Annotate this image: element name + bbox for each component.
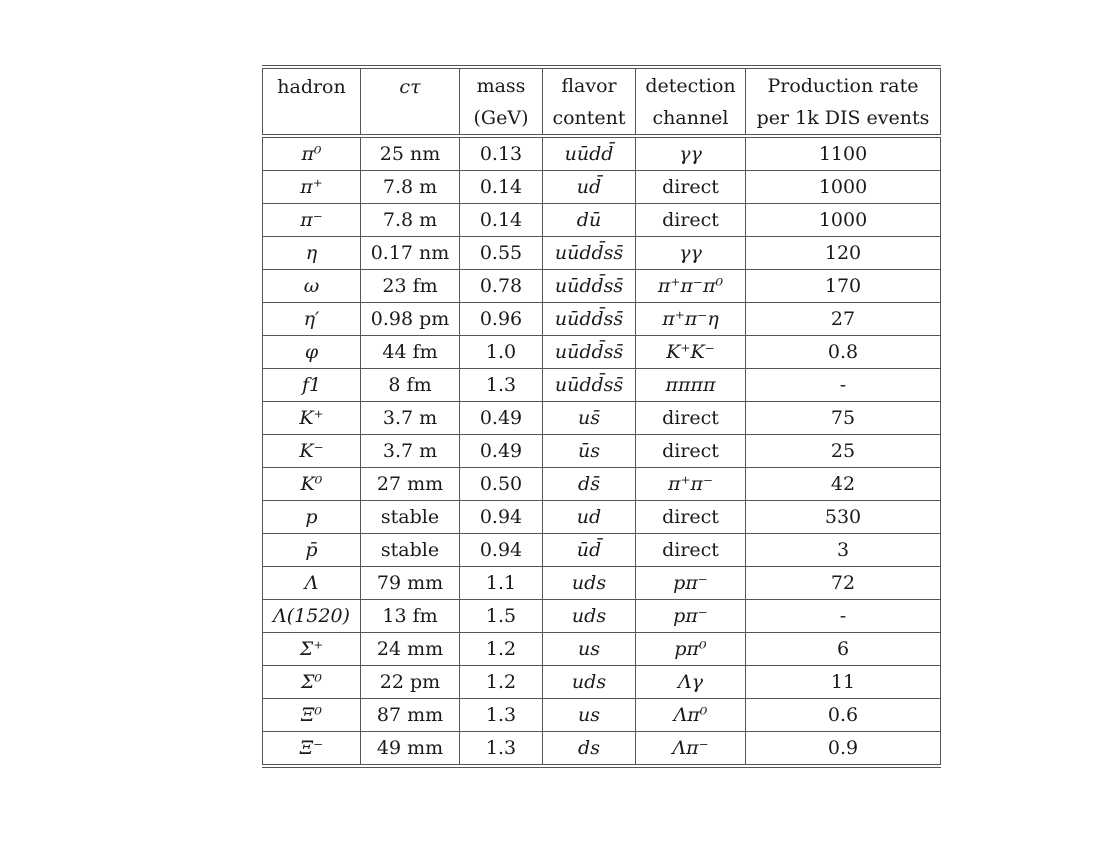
channel-cell: γγ bbox=[636, 136, 746, 171]
flavor-cell: dū bbox=[543, 204, 636, 237]
header-detection-line1: detection bbox=[645, 74, 736, 97]
header-rate-line1: Production rate bbox=[767, 74, 919, 97]
ctau-cell: 3.7 m bbox=[361, 402, 460, 435]
channel-cell: direct bbox=[636, 171, 746, 204]
table-row bbox=[263, 534, 941, 567]
rate-cell: 120 bbox=[746, 237, 941, 270]
hadron-cell: Ξ⁻ bbox=[263, 732, 361, 767]
mass-cell: 0.14 bbox=[460, 171, 543, 204]
mass-cell: 0.49 bbox=[460, 435, 543, 468]
hadron-cell: φ bbox=[263, 336, 361, 369]
header-detection-line2: channel bbox=[652, 106, 729, 129]
table-row bbox=[263, 336, 941, 369]
flavor-cell: uūdd̄ bbox=[543, 136, 636, 171]
mass-cell: 1.0 bbox=[460, 336, 543, 369]
flavor-cell: ud̄ bbox=[543, 171, 636, 204]
hadron-cell: K⁰ bbox=[263, 468, 361, 501]
flavor-cell: us bbox=[543, 699, 636, 732]
mass-cell: 1.2 bbox=[460, 633, 543, 666]
rate-cell: 170 bbox=[746, 270, 941, 303]
hadron-cell: Λ(1520) bbox=[263, 600, 361, 633]
ctau-cell: 23 fm bbox=[361, 270, 460, 303]
header-mass-line2: (GeV) bbox=[473, 106, 529, 129]
hadron-cell: Λ bbox=[263, 567, 361, 600]
table-body bbox=[263, 136, 941, 766]
hadron-cell: π⁰ bbox=[263, 136, 361, 171]
table-row bbox=[263, 270, 941, 303]
table-row bbox=[263, 732, 941, 767]
ctau-cell: 44 fm bbox=[361, 336, 460, 369]
header-rate bbox=[746, 67, 941, 136]
ctau-cell: 25 nm bbox=[361, 136, 460, 171]
header-detection bbox=[636, 67, 746, 136]
ctau-cell: stable bbox=[361, 501, 460, 534]
flavor-cell: us bbox=[543, 633, 636, 666]
flavor-cell: uūdd̄ss̄ bbox=[543, 270, 636, 303]
hadron-cell: ω bbox=[263, 270, 361, 303]
flavor-cell: uds bbox=[543, 666, 636, 699]
rate-cell: 3 bbox=[746, 534, 941, 567]
ctau-cell: 0.17 nm bbox=[361, 237, 460, 270]
flavor-cell: ūd̄ bbox=[543, 534, 636, 567]
channel-cell: pπ⁰ bbox=[636, 633, 746, 666]
channel-cell: π⁺π⁻η bbox=[636, 303, 746, 336]
channel-cell: direct bbox=[636, 435, 746, 468]
table-row bbox=[263, 435, 941, 468]
ctau-cell: 0.98 pm bbox=[361, 303, 460, 336]
mass-cell: 1.1 bbox=[460, 567, 543, 600]
hadron-table bbox=[262, 65, 941, 768]
flavor-cell: ud bbox=[543, 501, 636, 534]
header-ctau-label: cτ bbox=[399, 76, 421, 98]
flavor-cell: uds bbox=[543, 600, 636, 633]
flavor-cell: uūdd̄ss̄ bbox=[543, 303, 636, 336]
table-row bbox=[263, 501, 941, 534]
table-row bbox=[263, 369, 941, 402]
table-row bbox=[263, 136, 941, 171]
channel-cell: direct bbox=[636, 204, 746, 237]
table-row bbox=[263, 567, 941, 600]
mass-cell: 1.5 bbox=[460, 600, 543, 633]
header-flavor-line2: content bbox=[552, 106, 626, 129]
rate-cell: 27 bbox=[746, 303, 941, 336]
table-row bbox=[263, 468, 941, 501]
rate-cell: 530 bbox=[746, 501, 941, 534]
rate-cell: 0.9 bbox=[746, 732, 941, 767]
table-row bbox=[263, 633, 941, 666]
channel-cell: pπ⁻ bbox=[636, 600, 746, 633]
mass-cell: 1.3 bbox=[460, 699, 543, 732]
hadron-cell: p̄ bbox=[263, 534, 361, 567]
ctau-cell: 27 mm bbox=[361, 468, 460, 501]
rate-cell: 75 bbox=[746, 402, 941, 435]
table-row bbox=[263, 666, 941, 699]
hadron-cell: η bbox=[263, 237, 361, 270]
table-row bbox=[263, 402, 941, 435]
hadron-cell: Ξ⁰ bbox=[263, 699, 361, 732]
header-mass bbox=[460, 67, 543, 136]
flavor-cell: uūdd̄ss̄ bbox=[543, 369, 636, 402]
table-row bbox=[263, 303, 941, 336]
hadron-cell: Σ⁰ bbox=[263, 666, 361, 699]
channel-cell: π⁺π⁻π⁰ bbox=[636, 270, 746, 303]
header-hadron-label: hadron bbox=[277, 76, 346, 98]
mass-cell: 1.3 bbox=[460, 732, 543, 767]
channel-cell: pπ⁻ bbox=[636, 567, 746, 600]
rate-cell: 0.8 bbox=[746, 336, 941, 369]
mass-cell: 1.3 bbox=[460, 369, 543, 402]
mass-cell: 0.55 bbox=[460, 237, 543, 270]
rate-cell: 1100 bbox=[746, 136, 941, 171]
channel-cell: K⁺K⁻ bbox=[636, 336, 746, 369]
flavor-cell: ds̄ bbox=[543, 468, 636, 501]
ctau-cell: 87 mm bbox=[361, 699, 460, 732]
ctau-cell: 3.7 m bbox=[361, 435, 460, 468]
ctau-cell: 79 mm bbox=[361, 567, 460, 600]
channel-cell: Λπ⁻ bbox=[636, 732, 746, 767]
header-flavor bbox=[543, 67, 636, 136]
ctau-cell: 13 fm bbox=[361, 600, 460, 633]
hadron-cell: π⁻ bbox=[263, 204, 361, 237]
flavor-cell: uūdd̄ss̄ bbox=[543, 237, 636, 270]
mass-cell: 0.94 bbox=[460, 501, 543, 534]
flavor-cell: ūs bbox=[543, 435, 636, 468]
channel-cell: π⁺π⁻ bbox=[636, 468, 746, 501]
header-row bbox=[263, 67, 941, 136]
ctau-cell: 8 fm bbox=[361, 369, 460, 402]
flavor-cell: uūdd̄ss̄ bbox=[543, 336, 636, 369]
mass-cell: 0.14 bbox=[460, 204, 543, 237]
mass-cell: 0.49 bbox=[460, 402, 543, 435]
ctau-cell: 22 pm bbox=[361, 666, 460, 699]
hadron-cell: K⁻ bbox=[263, 435, 361, 468]
header-flavor-line1: flavor bbox=[561, 74, 617, 97]
ctau-cell: 24 mm bbox=[361, 633, 460, 666]
table-row bbox=[263, 237, 941, 270]
channel-cell: direct bbox=[636, 534, 746, 567]
channel-cell: Λγ bbox=[636, 666, 746, 699]
rate-cell: 11 bbox=[746, 666, 941, 699]
channel-cell: γγ bbox=[636, 237, 746, 270]
rate-cell: 1000 bbox=[746, 171, 941, 204]
hadron-table-container bbox=[262, 65, 940, 768]
mass-cell: 0.50 bbox=[460, 468, 543, 501]
table-row bbox=[263, 699, 941, 732]
header-hadron bbox=[263, 67, 361, 136]
mass-cell: 0.94 bbox=[460, 534, 543, 567]
hadron-cell: Σ⁺ bbox=[263, 633, 361, 666]
hadron-cell: p bbox=[263, 501, 361, 534]
rate-cell: 1000 bbox=[746, 204, 941, 237]
flavor-cell: us̄ bbox=[543, 402, 636, 435]
rate-cell: 6 bbox=[746, 633, 941, 666]
rate-cell: 25 bbox=[746, 435, 941, 468]
ctau-cell: 7.8 m bbox=[361, 171, 460, 204]
table-row bbox=[263, 204, 941, 237]
hadron-cell: f1 bbox=[263, 369, 361, 402]
table-row bbox=[263, 171, 941, 204]
channel-cell: direct bbox=[636, 501, 746, 534]
ctau-cell: stable bbox=[361, 534, 460, 567]
mass-cell: 1.2 bbox=[460, 666, 543, 699]
rate-cell: 0.6 bbox=[746, 699, 941, 732]
channel-cell: ππππ bbox=[636, 369, 746, 402]
mass-cell: 0.13 bbox=[460, 136, 543, 171]
mass-cell: 0.78 bbox=[460, 270, 543, 303]
table-row bbox=[263, 600, 941, 633]
channel-cell: Λπ⁰ bbox=[636, 699, 746, 732]
rate-cell: - bbox=[746, 600, 941, 633]
header-ctau bbox=[361, 67, 460, 136]
rate-cell: 42 bbox=[746, 468, 941, 501]
hadron-cell: K⁺ bbox=[263, 402, 361, 435]
rate-cell: 72 bbox=[746, 567, 941, 600]
ctau-cell: 49 mm bbox=[361, 732, 460, 767]
flavor-cell: uds bbox=[543, 567, 636, 600]
rate-cell: - bbox=[746, 369, 941, 402]
hadron-cell: π⁺ bbox=[263, 171, 361, 204]
ctau-cell: 7.8 m bbox=[361, 204, 460, 237]
hadron-cell: η′ bbox=[263, 303, 361, 336]
mass-cell: 0.96 bbox=[460, 303, 543, 336]
channel-cell: direct bbox=[636, 402, 746, 435]
header-rate-line2: per 1k DIS events bbox=[756, 106, 930, 129]
flavor-cell: ds bbox=[543, 732, 636, 767]
header-mass-line1: mass bbox=[476, 74, 526, 97]
